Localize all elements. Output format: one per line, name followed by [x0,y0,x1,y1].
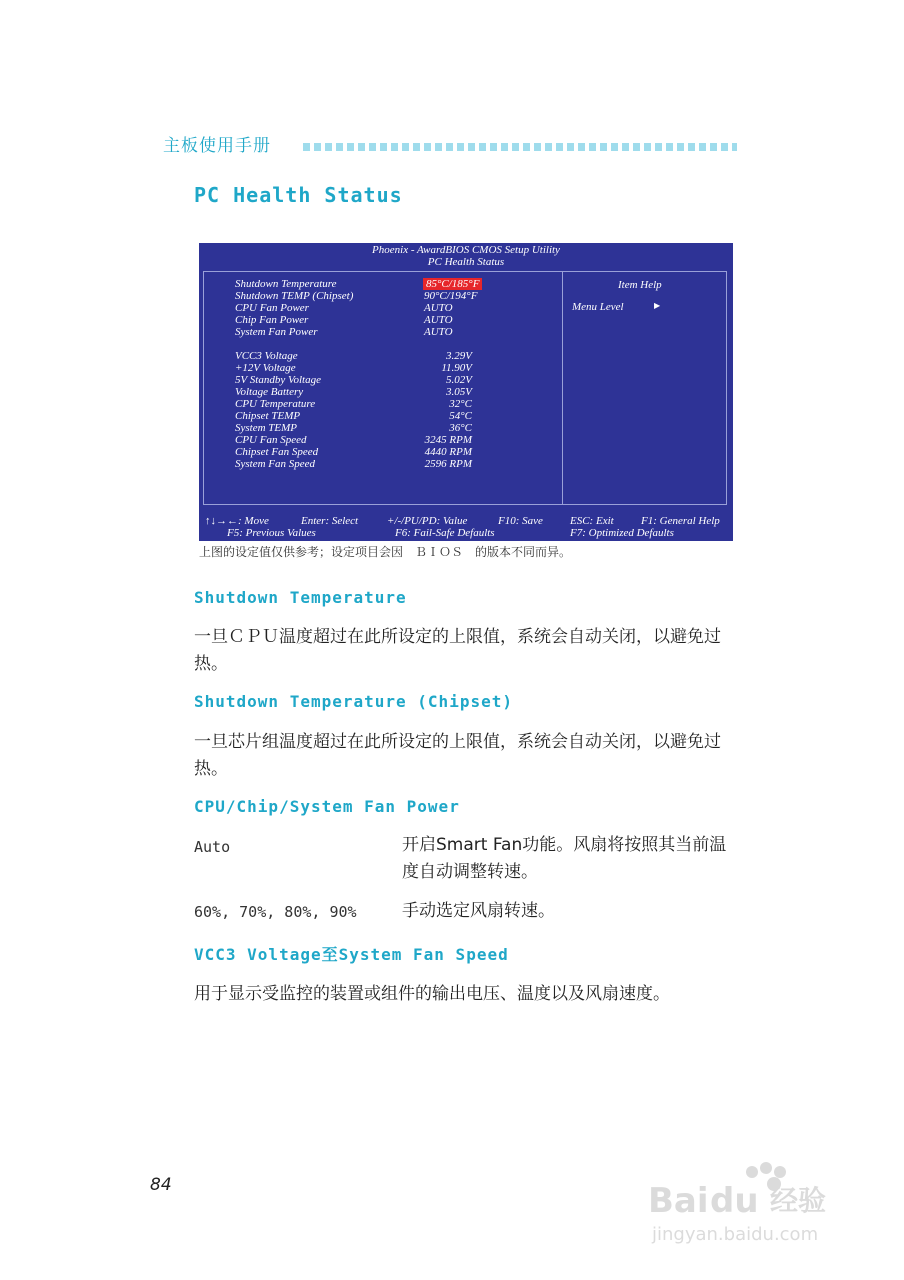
bios-title [199,244,733,268]
section-title: Shutdown Temperature [194,588,407,607]
manual-title: 主板使用手册 [163,136,271,156]
item-help-title: Item Help [618,279,662,291]
bios-reading-label: System Fan Speed [235,458,316,470]
bios-reading-label: 5V Standby Voltage [235,374,321,386]
bios-reading-label: Voltage Battery [235,386,304,398]
option-name: 60%, 70%, 80%, 90% [194,903,357,921]
bios-reading-value: 36°C [449,422,472,434]
svg-text:经验: 经验 [770,1184,827,1217]
bios-reading-value: 3.05V [446,386,472,398]
key-previous: F5: Previous Values [227,527,316,539]
option-description: 开启Smart Fan功能。风扇将按照其当前温度自动调整转速。 [402,835,727,882]
bios-title-page: PC Health Status [427,256,505,268]
menu-level-arrow-icon: ▶ [654,301,661,310]
bios-item-label[interactable]: Chip Fan Power [235,314,309,326]
bios-reading-value: 2596 RPM [424,458,472,470]
section-title: VCC3 Voltage至System Fan Speed [194,945,509,964]
svg-text:jingyan.baidu.com: jingyan.baidu.com [652,1224,819,1245]
bios-item-value[interactable]: AUTO [424,314,453,326]
bios-item-value[interactable]: 90°C/194°F [424,290,478,302]
bios-item-label[interactable]: System Fan Power [235,326,318,338]
bios-reading-label: CPU Temperature [235,398,316,410]
bios-reading-value: 32°C [449,398,472,410]
bios-item-value[interactable]: AUTO [424,302,453,314]
key-help: F1: General Help [641,515,720,527]
bios-reading-value: 5.02V [446,374,472,386]
key-select: Enter: Select [301,515,359,527]
option-name: Auto [194,838,231,856]
bios-reading-label: CPU Fan Speed [235,434,307,446]
section-text: 一旦芯片组温度超过在此所设定的上限值，系统会自动关闭，以避免过热。 [194,732,721,779]
bios-reading-label: Chipset TEMP [235,410,301,422]
bios-title-utility: Phoenix - AwardBIOS CMOS Setup Utility [372,244,560,256]
bios-reading-label: VCC3 Voltage [235,350,298,362]
key-value: +/-/PU/PD: Value [387,515,468,527]
key-save: F10: Save [498,515,543,527]
bios-reading-value: 11.90V [441,362,472,374]
bios-item-label[interactable]: Shutdown Temperature [235,278,337,290]
page-number: 84 [150,1175,172,1195]
bios-divider [562,271,563,505]
bios-reading-label: Chipset Fan Speed [235,446,319,458]
bios-item-value[interactable]: 85°C/185°F [423,278,482,290]
bios-reading-value: 4440 RPM [424,446,472,458]
header-dotted-rule [303,143,737,151]
bios-reading-label: +12V Voltage [235,362,296,374]
section-title: CPU/Chip/System Fan Power [194,797,460,816]
bios-footer [199,509,733,537]
bios-reading-value: 3.29V [446,350,472,362]
bios-reading-label: System TEMP [235,422,298,434]
key-exit: ESC: Exit [570,515,614,527]
bios-item-label[interactable]: CPU Fan Power [235,302,309,314]
bios-reading-value: 3245 RPM [424,434,472,446]
section-text: 一旦ＣＰＵ温度超过在此所设定的上限值，系统会自动关闭，以避免过热。 [194,627,721,674]
svg-text:Bai: Bai [648,1181,709,1221]
page-heading: PC Health Status [194,183,403,207]
section-text: 用于显示受监控的装置或组件的输出电压、温度以及风扇速度。 [194,984,670,1004]
key-move: ↑↓→←: Move [205,515,269,527]
svg-text:du: du [710,1181,759,1221]
bios-item-value[interactable]: AUTO [424,326,453,338]
bios-screen [199,243,733,541]
section-title: Shutdown Temperature (Chipset) [194,692,513,711]
key-failsafe: F6: Fail-Safe Defaults [395,527,495,539]
key-optimized: F7: Optimized Defaults [570,527,674,539]
menu-level-label: Menu Level [572,301,624,313]
option-description: 手动选定风扇转速。 [402,901,555,921]
bios-reading-value: 54°C [449,410,472,422]
screenshot-caption: 上图的设定值仅供参考；设定项目会因 ＢＩＯＳ 的版本不同而异。 [199,545,572,559]
bios-item-label[interactable]: Shutdown TEMP (Chipset) [235,290,354,302]
baidu-watermark-logo [640,1160,860,1250]
